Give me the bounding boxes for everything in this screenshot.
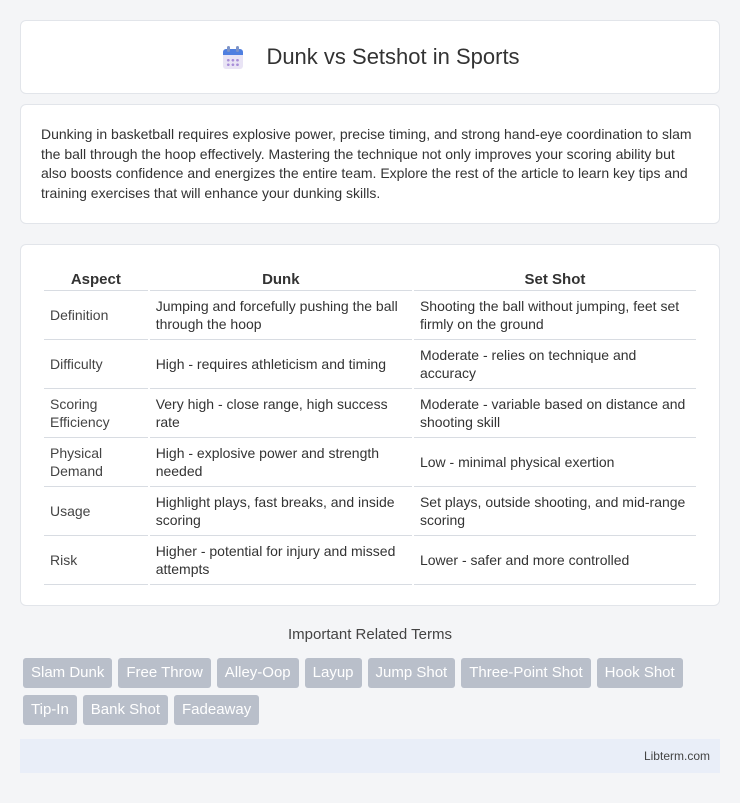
intro-card <box>20 104 720 224</box>
tag-jump-shot[interactable]: Jump Shot <box>368 658 456 688</box>
aspect-cell: Risk <box>44 536 148 585</box>
set-shot-cell: Set plays, outside shooting, and mid-range scoring <box>414 487 696 536</box>
dunk-cell: High - explosive power and strength needed <box>150 438 412 487</box>
header-set-shot: Set Shot <box>414 265 696 291</box>
table-row <box>44 438 696 487</box>
table-header-row <box>44 265 696 291</box>
aspect-cell: Physical Demand <box>44 438 148 487</box>
tag-tip-in[interactable]: Tip-In <box>23 695 77 725</box>
footer <box>20 739 720 773</box>
table-row <box>44 487 696 536</box>
tag-hook-shot[interactable]: Hook Shot <box>597 658 683 688</box>
tag-layup[interactable]: Layup <box>305 658 362 688</box>
tag-free-throw[interactable]: Free Throw <box>118 658 210 688</box>
related-terms-title: Important Related Terms <box>288 626 452 643</box>
table-row <box>44 291 696 340</box>
dunk-cell: Higher - potential for injury and missed attempts <box>150 536 412 585</box>
set-shot-cell: Shooting the ball without jumping, feet set firmly on the ground <box>414 291 696 340</box>
table-row <box>44 389 696 438</box>
intro-paragraph: Dunking in basketball requires explosive power, precise timing, and strong hand-eye coordination to slam the ball through the hoop effectively. Mastering the technique not only improves your scoring ability but also boosts confidence and energizes the entire team. Explore the rest of the article to learn key tips and training exercises that will enhance your dunking skills. <box>41 126 692 201</box>
set-shot-cell: Low - minimal physical exertion <box>414 438 696 487</box>
aspect-cell: Scoring Efficiency <box>44 389 148 438</box>
header-card <box>20 20 720 94</box>
set-shot-cell: Moderate - variable based on distance and shooting skill <box>414 389 696 438</box>
tag-fadeaway[interactable]: Fadeaway <box>174 695 259 725</box>
tag-three-point-shot[interactable]: Three-Point Shot <box>461 658 590 688</box>
aspect-cell: Difficulty <box>44 340 148 389</box>
comparison-table <box>42 265 698 585</box>
aspect-cell: Usage <box>44 487 148 536</box>
dunk-cell: High - requires athleticism and timing <box>150 340 412 389</box>
footer-link[interactable]: Libterm.com <box>643 749 710 763</box>
dunk-cell: Highlight plays, fast breaks, and inside scoring <box>150 487 412 536</box>
tag-alley-oop[interactable]: Alley-Oop <box>217 658 299 688</box>
title-wrap <box>220 44 519 70</box>
dunk-cell: Jumping and forcefully pushing the ball through the hoop <box>150 291 412 340</box>
page-title: Dunk vs Setshot in Sports <box>266 44 520 69</box>
aspect-cell: Definition <box>44 291 148 340</box>
related-terms-list <box>23 658 723 725</box>
header-aspect: Aspect <box>44 265 148 291</box>
tag-bank-shot[interactable]: Bank Shot <box>83 695 168 725</box>
set-shot-cell: Lower - safer and more controlled <box>414 536 696 585</box>
set-shot-cell: Moderate - relies on technique and accuracy <box>414 340 696 389</box>
calendar-icon <box>220 44 246 70</box>
header-dunk: Dunk <box>150 265 412 291</box>
table-row <box>44 536 696 585</box>
table-row <box>44 340 696 389</box>
tag-slam-dunk[interactable]: Slam Dunk <box>23 658 112 688</box>
comparison-card <box>20 244 720 606</box>
dunk-cell: Very high - close range, high success rate <box>150 389 412 438</box>
